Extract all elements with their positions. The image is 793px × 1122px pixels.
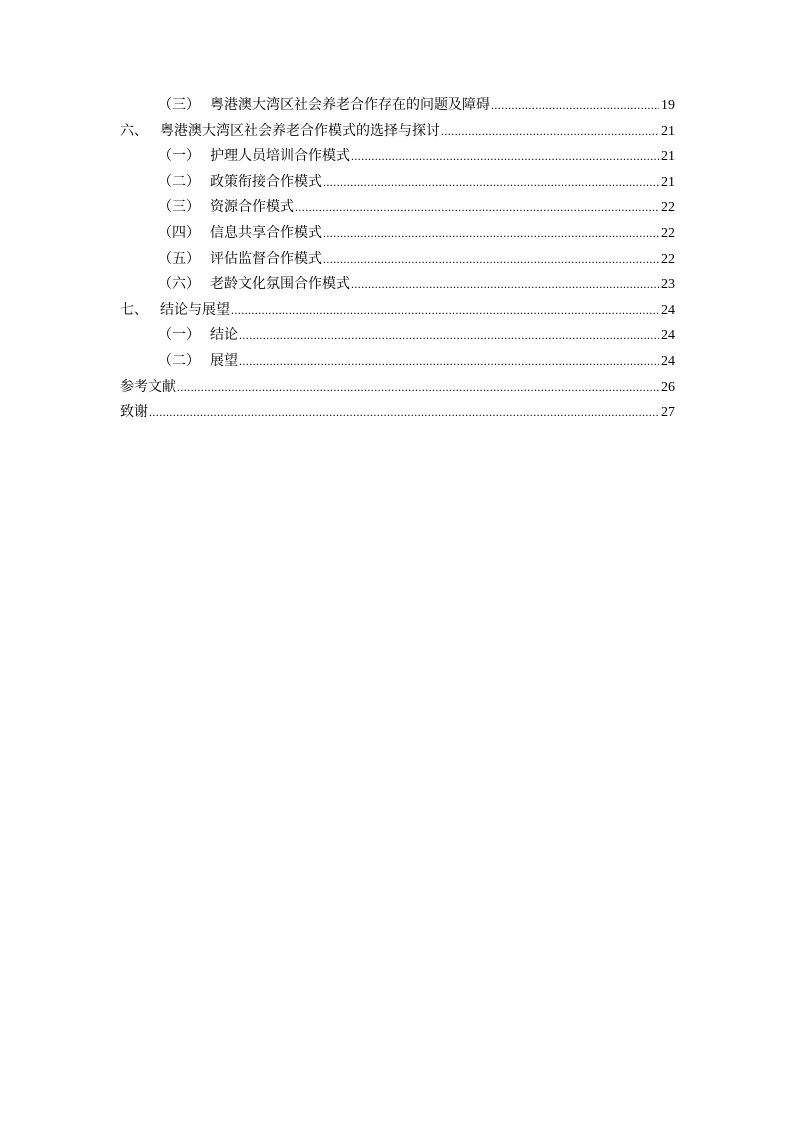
toc-entry-page: 23 [661, 277, 675, 293]
toc-entry-title: 信息共享合作模式 [210, 224, 322, 241]
toc-entry-number: （五） [158, 250, 200, 267]
toc-entry-title: 展望 [210, 352, 238, 369]
toc-entry-page: 22 [661, 225, 675, 241]
toc-dot-leader [295, 195, 659, 221]
toc-entry-number: （二） [158, 352, 200, 369]
toc-dot-leader [491, 93, 659, 119]
toc-entry-page: 27 [661, 405, 675, 421]
toc-entry[interactable] [120, 375, 675, 401]
toc-entry[interactable] [120, 119, 675, 145]
toc-entry[interactable] [120, 170, 675, 196]
toc-entry-page: 24 [661, 302, 675, 318]
toc-dot-leader [239, 349, 659, 375]
toc-entry-number: （一） [158, 148, 200, 165]
toc-entry-title: 粤港澳大湾区社会养老合作模式的选择与探讨 [160, 122, 440, 139]
toc-entry-title: 结论与展望 [160, 301, 230, 318]
toc-dot-leader [441, 119, 659, 145]
toc-dot-leader [351, 272, 659, 298]
toc-entry[interactable] [120, 195, 675, 221]
toc-entry-title: 资源合作模式 [210, 199, 294, 216]
toc-entry-number: （六） [158, 276, 200, 293]
toc-entry[interactable] [120, 144, 675, 170]
toc-entry-title: 政策衔接合作模式 [210, 173, 322, 190]
toc-entry-number: （二） [158, 173, 200, 190]
toc-entry-title: 结论 [210, 327, 238, 344]
toc-entry-page: 24 [661, 353, 675, 369]
toc-entry-page: 21 [661, 174, 675, 190]
toc-entry[interactable] [120, 349, 675, 375]
toc-entry-title: 参考文献 [120, 378, 176, 395]
toc-entry-page: 21 [661, 149, 675, 165]
toc-entry-page: 19 [661, 98, 675, 113]
toc-dot-leader [231, 298, 659, 324]
toc-entry-page: 21 [661, 123, 675, 139]
toc-entry-number: （三） [158, 199, 200, 216]
toc-entry-number: （四） [158, 224, 200, 241]
toc-entry[interactable] [120, 93, 675, 119]
toc-entry-title: 评估监督合作模式 [210, 250, 322, 267]
toc-dot-leader [239, 323, 659, 349]
toc-dot-leader [351, 144, 659, 170]
toc-dot-leader [323, 170, 659, 196]
toc-dot-leader [149, 400, 659, 426]
toc-entry-number: （三） [158, 97, 200, 113]
toc-entry-number: 七、 [120, 301, 148, 318]
toc-entry-title: 护理人员培训合作模式 [210, 148, 350, 165]
toc-entry[interactable] [120, 323, 675, 349]
toc-entry-title: 粤港澳大湾区社会养老合作存在的问题及障碍 [210, 97, 490, 113]
toc-dot-leader [177, 375, 659, 401]
toc-entry-page: 22 [661, 251, 675, 267]
toc-entry-number: 六、 [120, 122, 148, 139]
toc-entry-number: （一） [158, 327, 200, 344]
toc-entry-title: 老龄文化氛围合作模式 [210, 276, 350, 293]
toc-entry-page: 26 [661, 379, 675, 395]
toc-entry[interactable] [120, 272, 675, 298]
toc-entry[interactable] [120, 247, 675, 273]
toc-entry-page: 22 [661, 200, 675, 216]
table-of-contents [120, 93, 675, 426]
toc-dot-leader [323, 221, 659, 247]
toc-entry-page: 24 [661, 328, 675, 344]
toc-entry[interactable] [120, 400, 675, 426]
toc-entry[interactable] [120, 221, 675, 247]
toc-dot-leader [323, 247, 659, 273]
toc-entry-title: 致谢 [120, 404, 148, 421]
toc-entry[interactable] [120, 298, 675, 324]
